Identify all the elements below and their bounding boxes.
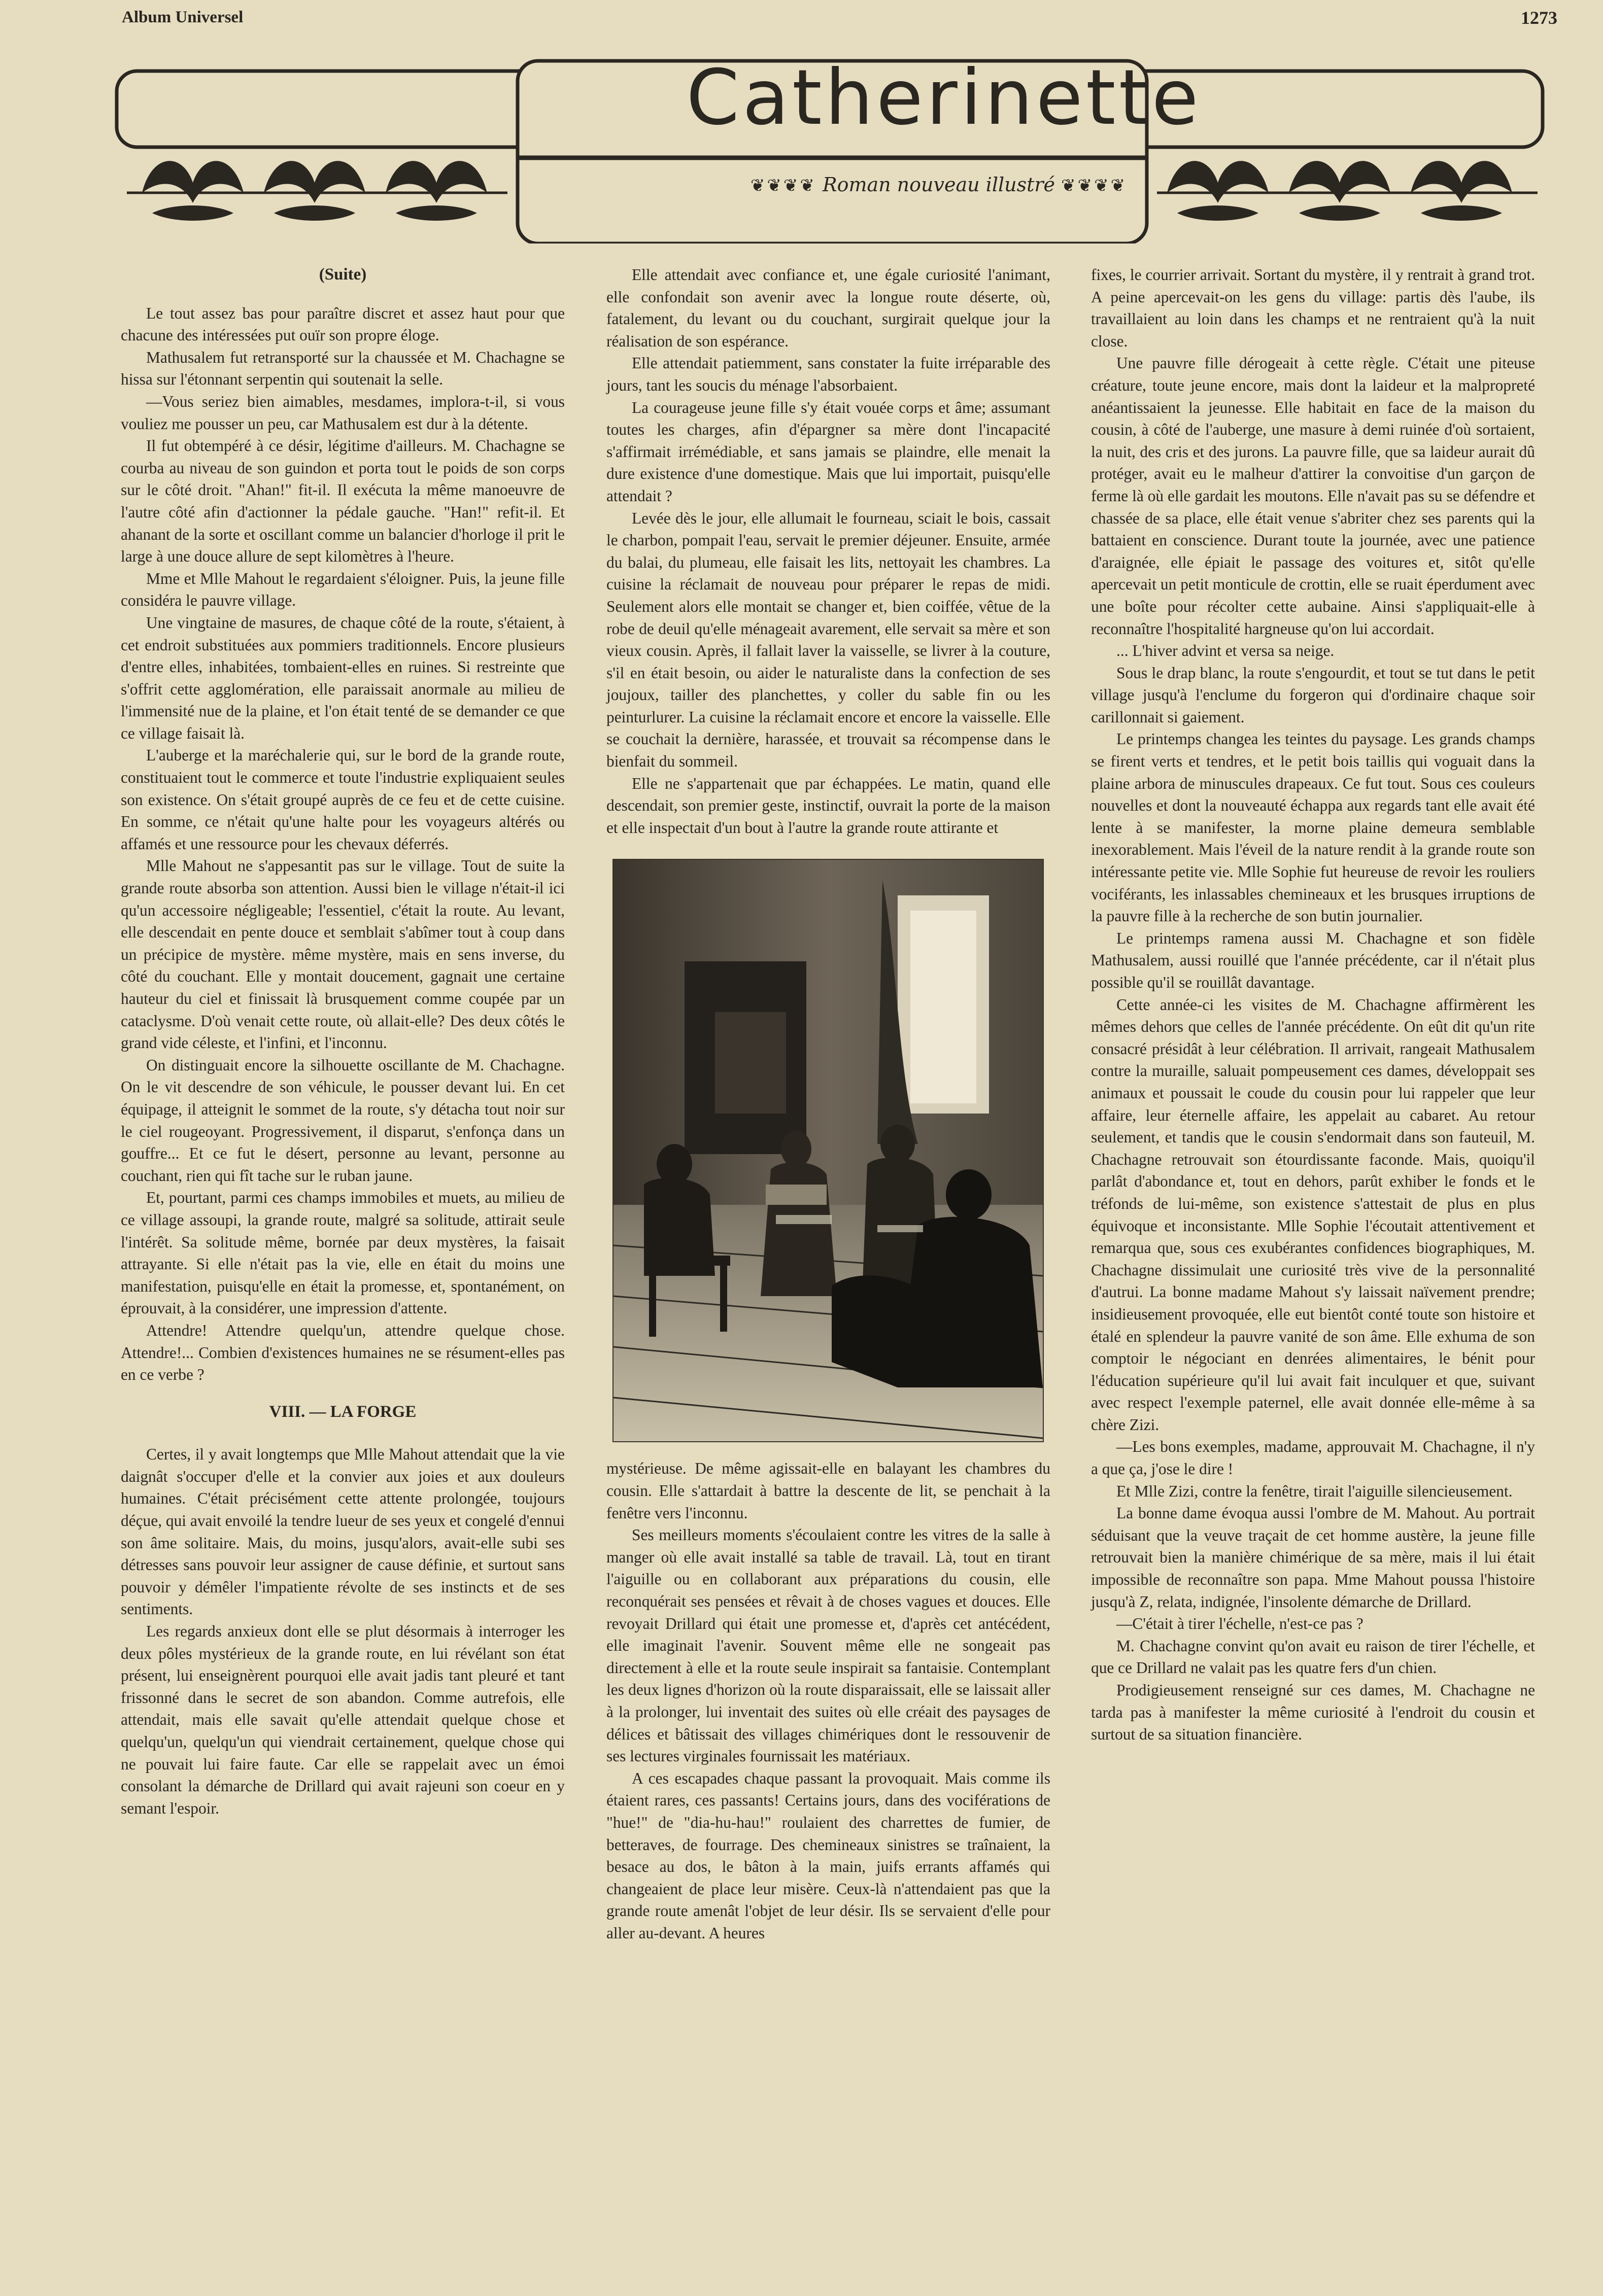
swirl-ornament-icon: ❦❦❦❦ [1061, 176, 1128, 196]
paragraph: Prodigieusement renseigné sur ces dames, M. Chachagne ne tarda pas à manifester la même curiosité à l'endroit du cousin et surtout de sa situation financière. [1091, 1681, 1535, 1744]
section-break: ... L'hiver advint et versa sa neige. [1116, 642, 1335, 660]
paragraph: Elle attendait patiemment, sans constater la fuite irréparable des jours, tant les soucis du ménage l'absorbaient. [606, 354, 1050, 394]
chapter-heading: VIII. — LA FORGE [269, 1402, 417, 1421]
paragraph: Levée dès le jour, elle allumait le fourneau, sciait le bois, cassait le charbon, pompait l'eau, servait le premier déjeuner. Ensuite, armée du balai, du plumeau, elle faisait les lits, nettoyait les chambres. La cuisine la réclamait de nouveau pour préparer le repas de midi. Seulement alors elle montait se changer et, bien coiffée, vêtue de la robe de deuil qu'elle ménageait avarement, elle servait sa mère et son vieux cousin. Après, il fallait laver la vaisselle, se livrer à la couture, s'il en était besoin, ou aider le naturaliste dans la confection de ses joujoux, tailler des planchettes, y coller du sable fin ou les peinturlurer. La cuisine la réclamait encore et encore la vaisselle. Elle se couchait la dernière, harassée, et trouvait sa récompense dans le bienfait du sommeil. [606, 509, 1050, 771]
paragraph: Le printemps ramena aussi M. Chachagne et son fidèle Mathusalem, aussi rouillé que l'année précédente, car il n'était plus possible qu'il se rouillât davantage. [1091, 929, 1535, 991]
swirl-ornament-icon: ❦❦❦❦ [750, 176, 816, 196]
paragraph: Les regards anxieux dont elle se plut désormais à interroger les deux pôles mystérieux de la grande route, en lui révélant son état présent, lui enseignèrent pourquoi elle avait jadis tant pleuré et tant frissonné dans le secret de son abandon. Comme autrefois, elle attendait, mais elle savait qu'elle attendait quelque chose et quelqu'un, quelqu'un qui viendrait certainement, quelque chose qui ne pouvait lui faire faute. Car elle se rappelait avec un émoi consolant la démarche de Drillard qui avait rajeuni son coeur en y semant l'espoir. [121, 1622, 565, 1817]
paragraph: Le printemps changea les teintes du paysage. Les grands champs se firent verts et tendres, et le petit bois taillis qui voguait dans la plaine arbora de minuscules drapeaux. Ce fut tout. Sous ces couleurs nouvelles et dont la nouveauté échappa aux regards tant elle avait été lente à se manifester, la morne plaine demeura semblable inexorablement. Mais l'éveil de la nature rendit à la grande route son intéressante petite vie. Mlle Sophie fut heureuse de revoir les rouliers vociférants, les inlassables chemineaux et les brusques irruptions de la pauvre fille à la recherche de son butin journalier. [1091, 730, 1535, 925]
paragraph: Le tout assez bas pour paraître discret et assez haut pour que chacune des intéressées put ouïr son propre éloge. [121, 304, 565, 344]
paragraph: Mathusalem fut retransporté sur la chaussée et M. Chachagne se hissa sur l'étonnant serpentin qui soutenait la selle. [121, 348, 565, 389]
paragraph: Et, pourtant, parmi ces champs immobiles et muets, au milieu de ce village assoupi, la grande route, malgré sa solitude, attirait seule l'intérêt. Sa solitude même, bornée par deux mystères, la faisait attrayante. Si elle n'était pas la vie, elle en était du moins une manifestation, puisqu'elle en était la promesse, et, spontanément, on éprouvait, à la considérer, une impression d'attente. [121, 1189, 565, 1317]
paragraph: Une vingtaine de masures, de chaque côté de la route, s'étaient, à cet endroit substituées aux pommiers traditionnels. Encore plusieurs d'entre elles, inhabitées, tombaient-elles en ruines. Si restreinte que s'offrit cette agglomération, elle paraissait anormale au milieu de l'immensité nue de la plaine, et l'on était tenté de se demander ce que ce village faisait là. [121, 613, 565, 742]
magazine-name: Album Universel [122, 8, 244, 26]
paragraph: Une pauvre fille dérogeait à cette règle. C'était une piteuse créature, toute jeune encore, mais dont la laideur et la malpropreté anéantissaient la jeunesse. Elle habitait en face de la maison du cousin, à côté de l'auberge, une masure à demi ruinée d'où sortaient, la nuit, des cris et des jurons. La pauvre fille, que sa laideur aurait dû protéger, avait eu le malheur d'attirer la convoitise d'un garçon de ferme là où elle gardait les moutons. Elle n'avait pas su se défendre et chassée de sa place, elle était venue s'abriter chez ses parents qui la battaient en conscience. Durant toute la journée, avec une patience d'araignée, elle épiait le passage des voitures et, sitôt qu'elle apercevait un petit monticule de crottin, elle se ruait éperdument avec une boîte pour récolter cette aubaine. Ainsi s'appliquait-elle à reconnaître l'hospitalité hargneuse qu'on lui accordait. [1091, 354, 1535, 638]
paragraph: Cette année-ci les visites de M. Chachagne affirmèrent les mêmes dehors que celles de l'année précédente. On eût dit qu'un rite consacré présidât à leur célébration. Il arrivait, rangeait Mathusalem contre la muraille, saluait pompeusement ces dames, développait ses animaux et poussait le coude du cousin pour lui rappeler que leur affaire, leur éternelle affaire, les appelait au cabaret. Au retour seulement, et tandis que le cousin s'endormait dans son fauteuil, M. Chachagne retrouvait son étourdissante faconde. Mais, quoiqu'il parlât d'abondance et, tout en dehors, parût exhiber le fonds et le tréfonds de lui-même, son existence s'attestait de plus en plus équivoque et inconsistante. Mlle Sophie l'écoutait attentivement et remarqua que, sous ces exubérantes confidences biographiques, M. Chachagne dissimulait une curiosité très vive de la personnalité d'autrui. La bonne madame Mahout s'y laissait naïvement prendre; insidieusement provoquée, elle eut bientôt conté toute son histoire et étalé en splendeur la pauvre vanité de son âme. Elle exhuma de son comptoir le négociant en denrées alimentaires, le bénit pour l'éducation supérieure qu'il lui avait fait inculquer et que, suivant avec respect l'exemple paternel, elle avait donnée elle-même à sa chère Zizi. [1091, 995, 1535, 1434]
serial-subtitle [660, 173, 1218, 196]
paragraph: Mlle Mahout ne s'appesantit pas sur le village. Tout de suite la grande route absorba son attention. Aussi bien le village n'était-il ici qu'un accessoire négligeable; l'essentiel, c'était la route. Au levant, elle descendait en pente douce et semblait s'abîmer tout à coup dans un précipice de mystère. même mystère, mais en sens inverse, du côté du couchant. Elle y montait doucement, gagnait une certaine hauteur du ciel et finissait là brusquement comme coupée par un cataclysme. D'où venait cette route, où allait-elle? Des deux côtés le grand vide céleste, et l'infini, et l'inconnu. [121, 857, 565, 1052]
illustration [612, 859, 1044, 1442]
paragraph: —Les bons exemples, madame, approuvait M. Chachagne, il n'y a que ça, j'ose le dire ! [1091, 1438, 1535, 1478]
paragraph: La courageuse jeune fille s'y était vouée corps et âme; assumant toutes les charges, afin d'épargner sa mère dont l'incapacité s'affirmait irrémédiable, et sans jamais se plaindre, elle menait la dure existence d'une domestique. Mais que lui importait, puisqu'elle attendait ? [606, 398, 1050, 505]
subtitle-text: Roman nouveau illustré [822, 173, 1055, 196]
running-head [122, 5, 1557, 36]
paragraph: —Vous seriez bien aimables, mesdames, implora-t-il, si vous vouliez me pousser un peu, car Mathusalem est dur à la détente. [121, 392, 565, 433]
paragraph: La bonne dame évoqua aussi l'ombre de M. Mahout. Au portrait séduisant que la veuve traçait de cet homme austère, la jeune fille retrouvait bien la manière chimérique de sa mère, mais il lui était impossible de reconnaître son papa. Mme Mahout poussa l'histoire jusqu'à Z, relata, indignée, l'insolente démarche de Drillard. [1091, 1504, 1535, 1611]
paragraph: Elle attendait avec confiance et, une égale curiosité l'animant, elle confondait son avenir avec la longue route déserte, où, fatalement, du levant ou du couchant, surgirait quelque jour la réalisation de son espérance. [606, 266, 1050, 350]
engraving-interior-scene-icon [613, 860, 1043, 1441]
masthead [112, 56, 1553, 243]
paragraph: M. Chachagne convint qu'on avait eu raison de tirer l'échelle, et que ce Drillard ne valait pas les quatre fers d'un chien. [1091, 1637, 1535, 1677]
paragraph: Mme et Mlle Mahout le regardaient s'éloigner. Puis, la jeune fille considéra le pauvre village. [121, 569, 565, 610]
paragraph: L'auberge et la maréchalerie qui, sur le bord de la grande route, constituaient tout le commerce et toute l'industrie expliquaient seules son existence. On s'était groupé auprès de ce feu et de cette cuisine. En somme, ce n'était qu'une halte pour les voyageurs altérés ou affamés et une ressource pour les chevaux déferrés. [121, 746, 565, 853]
paragraph: Attendre! Attendre quelqu'un, attendre quelque chose. Attendre!... Combien d'existences humaines ne se résument-elles pas en ce verbe ? [121, 1321, 565, 1384]
page-number: 1273 [1521, 8, 1557, 28]
paragraph: mystérieuse. De même agissait-elle en balayant les chambres du cousin. Elle s'attardait à battre la descente de lit, se penchait à la fenêtre vers l'inconnu. [606, 1459, 1050, 1522]
paragraph: Certes, il y avait longtemps que Mlle Mahout attendait que la vie daignât s'occuper d'elle et la convier aux joies et aux douleurs humaines. C'était précisément cette attente prolongée, toujours déçue, qui avait envoilé la tendre lueur de ses yeux et congelé d'ennui son âme solitaire. Mais, du moins, jusqu'alors, avait-elle subi ses détresses sans pouvoir leur assigner de cause définie, et surtout sans pouvoir y démêler l'impatiente révolte de ses instincts et de ses sentiments. [121, 1445, 565, 1618]
paragraph: On distinguait encore la silhouette oscillante de M. Chachagne. On le vit descendre de son véhicule, le pousser devant lui. En cet équipage, il atteignit le sommet de la route, s'y détacha tout noir sur le ciel rougeoyant. Progressivement, il disparut, s'enfonça dans un gouffre... Et ce fut le désert, personne au levant, personne au couchant, rien qui fît tache sur le ruban jaune. [121, 1056, 565, 1185]
paragraph: Il fut obtempéré à ce désir, légitime d'ailleurs. M. Chachagne se courba au niveau de son guindon et porta tout le poids de son corps sur le côté droit. "Ahan!" fit-il. Il exécuta la même manoeuvre de l'autre côté afin d'actionner la pédale gauche. "Han!" refit-il. Et ahanant de la sorte et oscillant comme un balancier d'horloge il prit le large à une douce allure de sept kilomètres à l'heure. [121, 437, 565, 566]
serial-title: Catherinette [686, 54, 1202, 142]
continued-label: (Suite) [319, 265, 367, 284]
paragraph: Elle ne s'appartenait que par échappées. Le matin, quand elle descendait, son premier geste, instinctif, ouvrait la porte de la maison et elle inspectait d'un bout à l'autre la grande route attirante et [606, 774, 1050, 837]
column-2 [606, 264, 1050, 1944]
column-3 [1091, 264, 1535, 1746]
paragraph: Et Mlle Zizi, contre la fenêtre, tirait l'aiguille silencieusement. [1116, 1482, 1513, 1500]
paragraph: A ces escapades chaque passant la provoquait. Mais comme ils étaient rares, ces passants! Certains jours, dans des vociférations de "hue!" de "dia-hu-hau!" roulaient des charrettes de fumier, de betteraves, de fourrage. Des chemineaux sinistres se traînaient, la besace au dos, le bâton à la main, juifs errants affamés qui changeaient de place leur misère. Ceux-là n'attendaient pas que la grande route amenât l'objet de leur désir. Ils se servaient d'elle pour aller au-devant. A heures [606, 1769, 1050, 1942]
column-1 [121, 264, 565, 1819]
paragraph: Ses meilleurs moments s'écoulaient contre les vitres de la salle à manger où elle avait installé sa table de travail. Là, tout en tirant l'aiguille ou en collaborant aux préparations du cousin, elle reconquérait ses pensées et rêvait à de choses vagues et douces. Elle revoyait Drillard qui était une promesse et, d'après cet antécédent, elle imaginait l'avenir. Souvent même elle ne songeait pas directement à elle et la route seule inspirait sa fantaisie. Contemplant les deux lignes d'horizon où la route disparaissait, elle se laissait aller à la prolonger, lui inventait des suites où elle créait des paysages de délices et bâtissait des villages chimériques dont le ressouvenir de ses lectures virginales fournissait les matériaux. [606, 1526, 1050, 1765]
paragraph: fixes, le courrier arrivait. Sortant du mystère, il y rentrait à grand trot. A peine apercevait-on les gens du village: partis dès l'aube, ils travaillaient au loin dans les champs et ne rentraient qu'à la nuit close. [1091, 266, 1535, 350]
paragraph: Sous le drap blanc, la route s'engourdit, et tout se tut dans le petit village jusqu'à l'enclume du forgeron qui d'ordinaire chaque soir carillonnait si gaiement. [1091, 664, 1535, 726]
paragraph: —C'était à tirer l'échelle, n'est-ce pas ? [1116, 1615, 1363, 1633]
